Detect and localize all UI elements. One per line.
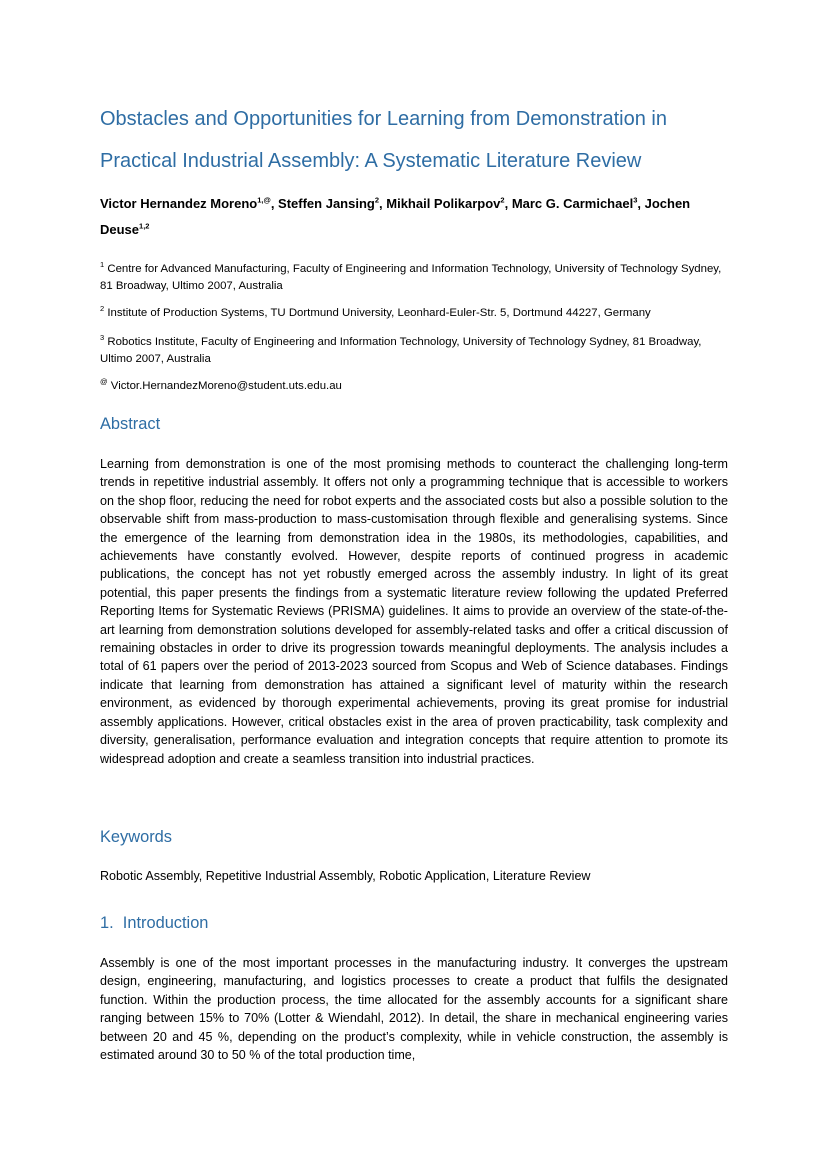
abstract-heading: Abstract bbox=[100, 415, 161, 433]
author-list bbox=[100, 191, 730, 243]
author: Marc G. Carmichael$^3$, bbox=[511, 195, 645, 211]
author: Jochen Deuse$^{1,2}$ bbox=[100, 196, 691, 237]
author: Steffen Jansing$^2$, bbox=[278, 195, 387, 211]
keywords-heading: Keywords bbox=[100, 828, 172, 846]
abstract-text: Learning from demonstration is one of the most promising methods to counteract the challenging long-term trends in repetitive industrial assembly. It offers not only a programming technique that is accessible to workers on the shop floor, reducing the need for robot experts and the associated costs but also a possible solution to the observable shift from mass-production to mass-customisation through flexible and generalising systems. Since the emergence of the learning from demonstration idea in the 1980s, its methodologies, capabilities, and achievements have constantly evolved. However, despite reports of continued progress in academic publications, the concept has not yet robustly emerged across the assembly industry. In light of its great potential, this paper presents the findings from a systematic literature review following the updated Preferred Reporting Items for Systematic Reviews (PRISMA) guidelines. It aims to provide an overview of the state-of-the-art learning from demonstration solutions developed for assembly-related tasks and offer a critical discussion of remaining obstacles in order to drive its progression towards meaningful deployments. The analysis includes a total of 61 papers over the period of 2013-2023 sourced from Scopus and Web of Science databases. Findings indicate that learning from demonstration has attained a significant level of maturity within the research environment, as evidenced by thorough experimental achievements, proving its great promise for industrial assembly applications. However, critical obstacles exist in the area of proven practicability, task complexity and diversity, generalisation, performance evaluation and integration concepts that require attention to promote its widespread adoption and create a seamless transition into industrial practices. bbox=[100, 457, 728, 766]
introduction-heading: 1. Introduction bbox=[100, 914, 209, 932]
affiliation-3: $^3$ Robotics Institute, Faculty of Engineering and Information Technology, University of Technology Sydney, 81 Broadway, Ultimo 2007, Australia bbox=[100, 333, 702, 365]
introduction-text: Assembly is one of the most important processes in the manufacturing industry. It converges the upstream design, engineering, manufacturing, and logistics processes to create a product that fulfils the designated function. Within the production process, the time allocated for the assembly accounts for a significant share ranging between 15% to 70% (Lotter & Wiendahl, 2012). In detail, the share in mechanical engineering varies between 20 and 45 %, depending on the product’s complexity, while in vehicle construction, the assembly is estimated around 30 to 50 % of the total production time, bbox=[100, 956, 728, 1063]
paper-title: Obstacles and Opportunities for Learning from Demonstration in Practical Industrial Assembly: A Systematic Literature Review bbox=[100, 108, 667, 172]
affiliation-2: $^2$ Institute of Production Systems, TU Dortmund University, Leonhard-Euler-Str. 5, Dortmund 44227, Germany bbox=[100, 304, 651, 319]
author: Mikhail Polikarpov$^2$, bbox=[386, 195, 512, 211]
affiliation-1: $^1$ Centre for Advanced Manufacturing, Faculty of Engineering and Information Technology, University of Technology Sydney, 81 Broadway, Ultimo 2007, Australia bbox=[100, 260, 722, 292]
author: Victor Hernandez Moreno$^{1,@}$, bbox=[100, 195, 279, 211]
keywords-text: Robotic Assembly, Repetitive Industrial Assembly, Robotic Application, Literature Review bbox=[100, 869, 591, 883]
corresponding-email: @ Victor.HernandezMoreno@student.uts.edu.au bbox=[100, 377, 342, 392]
